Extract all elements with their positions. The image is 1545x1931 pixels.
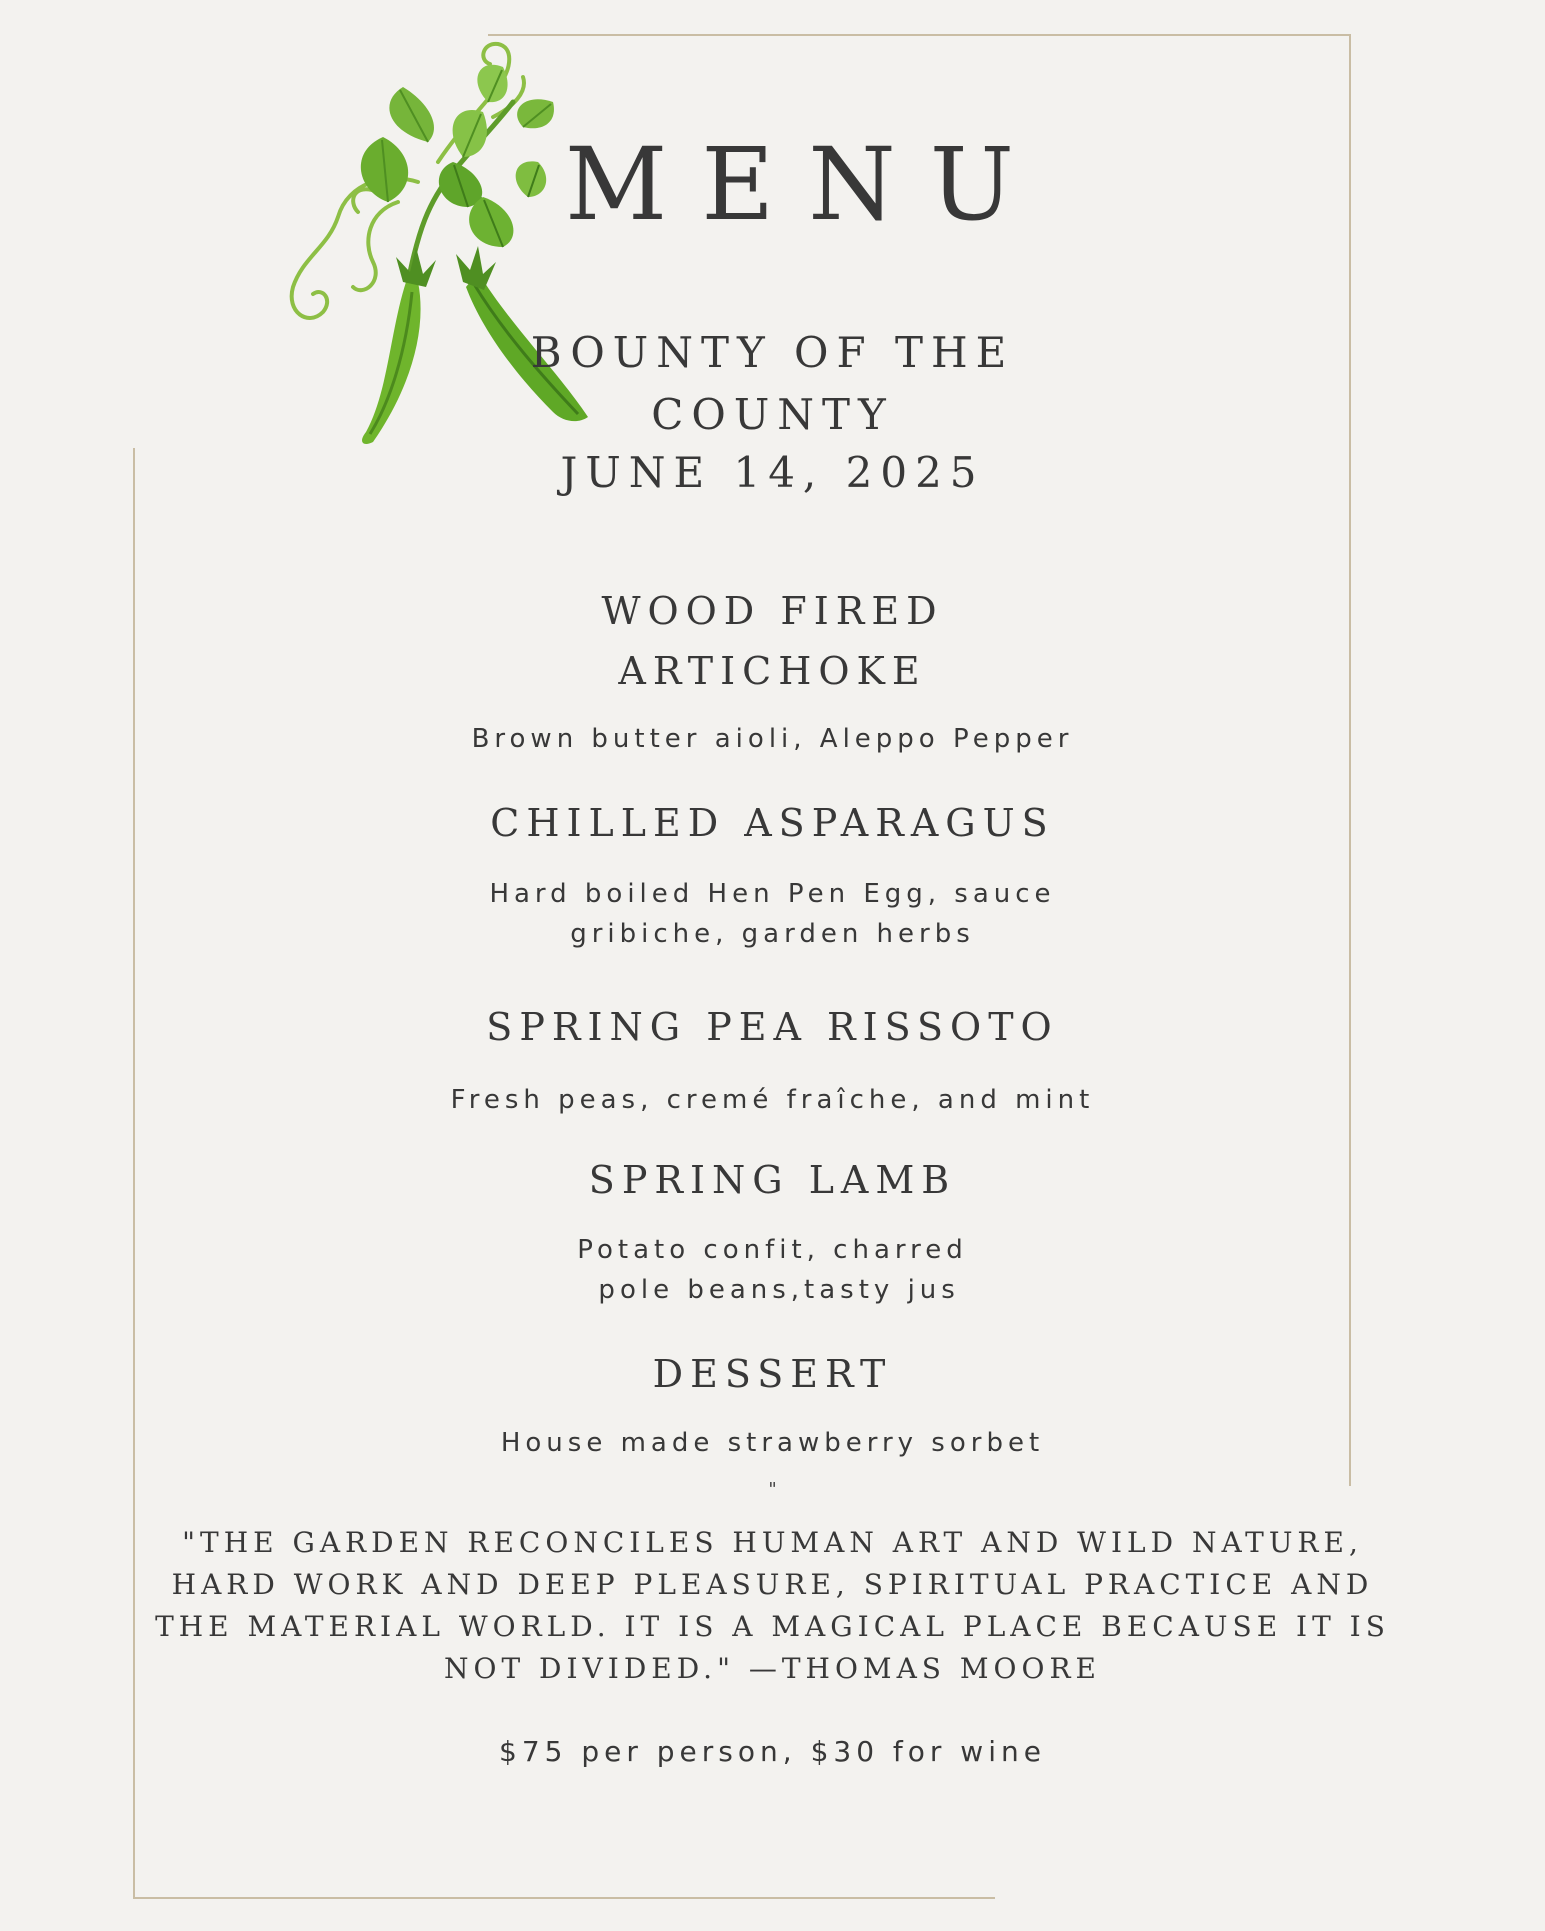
course-name-asparagus: CHILLED ASPARAGUS bbox=[490, 801, 1055, 845]
course-desc-lamb: Potato confit, charred pole beans,tasty jus bbox=[577, 1235, 968, 1305]
course-name-lamb: SPRING LAMB bbox=[588, 1158, 957, 1202]
course-desc-pea-risotto: Fresh peas, cremé fraîche, and mint bbox=[450, 1085, 1095, 1115]
course-name-artichoke: WOOD FIRED ARTICHOKE bbox=[601, 589, 944, 693]
course-name-dessert: DESSERT bbox=[652, 1352, 893, 1396]
price-line: $75 per person, $30 for wine bbox=[499, 1735, 1046, 1768]
course-desc-artichoke: Brown butter aioli, Aleppo Pepper bbox=[471, 724, 1074, 754]
menu-date: JUNE 14, 2025 bbox=[560, 448, 985, 497]
menu-subtitle-text: BOUNTY OF THE COUNTY bbox=[530, 328, 1015, 439]
garden-quote: "THE GARDEN RECONCILES HUMAN ART AND WILD NATURE, HARD WORK AND DEEP PLEASURE, SPIRITUAL PRACTICE AND THE MATERIAL WORLD. IT IS A MAGICAL PLACE BECAUSE IT IS NOT DIVIDED." —THOMAS MOORE bbox=[155, 1526, 1390, 1685]
frame-bottom-line bbox=[133, 1897, 995, 1899]
quote-mark: " bbox=[768, 1479, 777, 1500]
course-desc-asparagus: Hard boiled Hen Pen Egg, sauce gribiche, garden herbs bbox=[489, 879, 1056, 949]
course-desc-dessert: House made strawberry sorbet bbox=[500, 1428, 1045, 1458]
course-name-pea-risotto: SPRING PEA RISSOTO bbox=[486, 1005, 1059, 1049]
menu-title: MENU bbox=[564, 126, 1049, 243]
menu-subtitle bbox=[0, 322, 1545, 446]
